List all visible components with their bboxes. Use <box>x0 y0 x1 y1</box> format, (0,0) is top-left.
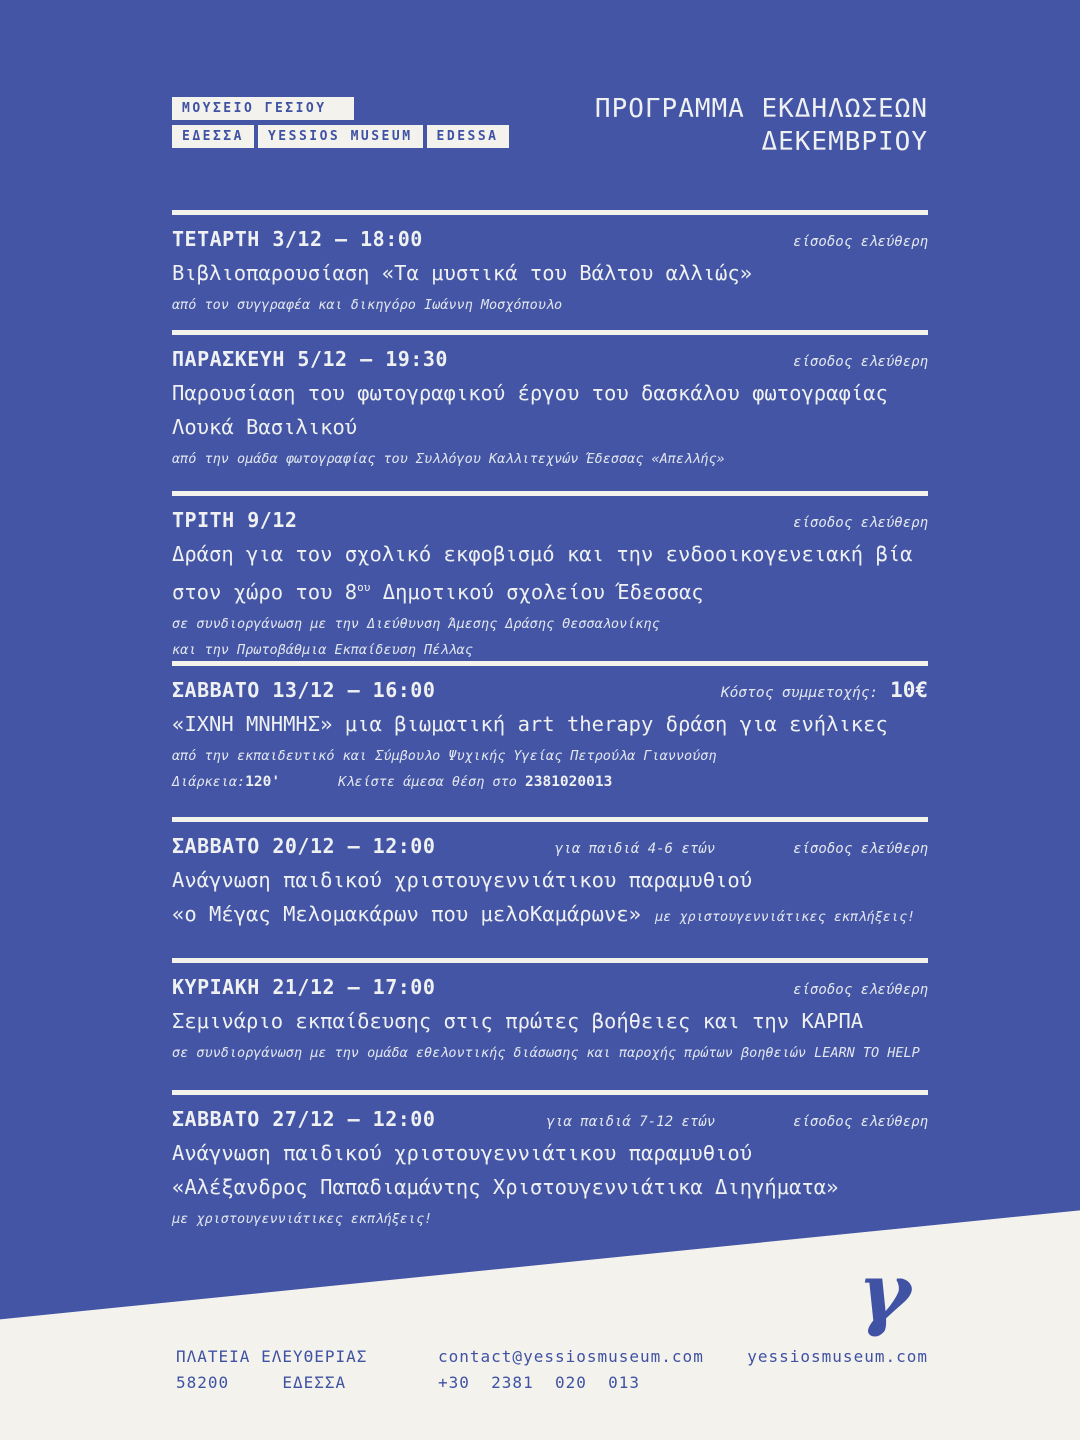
event-date: ΣΑΒΒΑΤΟ 27/12 – 12:00 <box>172 1107 436 1131</box>
event-subtitle: από τον συγγραφέα και δικηγόρο Ιωάννη Μοσχόπουλο <box>172 297 563 313</box>
event-title: Παρουσίαση του φωτογραφικού έργου του δασκάλου φωτογραφίας <box>172 381 888 405</box>
cost-value: 10€ <box>890 678 928 702</box>
brand-box-museum-gr: ΜΟΥΣΕΙΟ ΓΕΣΙΟΥ <box>172 97 354 120</box>
event-subtitle: και την Πρωτοβάθμια Εκπαίδευση Πέλλας <box>172 641 473 658</box>
event-date: ΣΑΒΒΑΤΟ 20/12 – 12:00 <box>172 834 436 858</box>
program-title-line1: ΠΡΟΓΡΑΜΜΑ ΕΚΔΗΛΩΣΕΩΝ <box>594 94 928 124</box>
program-title-line2: ΔΕΚΕΜΒΡΙΟΥ <box>761 127 928 157</box>
event-free-entry-note: είσοδος ελεύθερη <box>793 515 928 531</box>
brand-box-museum-en: YESSIOS MUSEUM <box>258 125 423 148</box>
event-title: «Αλέξανδρος Παπαδιαμάντης Χριστουγεννιάτικα Διηγήματα» <box>172 1175 839 1199</box>
event-subtitle: από την εκπαιδευτικό και Σύμβουλο Ψυχικής Υγείας Πετρούλα Γιαννούση <box>172 748 717 764</box>
event-divider <box>172 1090 928 1095</box>
event-title <box>172 897 928 934</box>
event-free-entry-note: είσοδος ελεύθερη <box>793 234 928 250</box>
event-title: Ανάγνωση παιδικού χριστουγεννιάτικου παραμυθιού <box>172 868 753 892</box>
event-card-2 <box>172 330 928 472</box>
event-free-entry-note: είσοδος ελεύθερη <box>793 1114 928 1130</box>
footer-phone: +30 2381 020 013 <box>438 1373 641 1392</box>
brand-box-city-gr: ΕΔΕΣΣΑ <box>172 125 254 148</box>
event-card-5 <box>172 817 928 934</box>
event-divider <box>172 210 928 215</box>
footer-contact <box>438 1344 704 1396</box>
footer-address-line1: ΠΛΑΤΕΙΑ ΕΛΕΥΘΕΡΙΑΣ <box>176 1347 368 1366</box>
event-card-3 <box>172 491 928 663</box>
event-date: ΠΑΡΑΣΚΕΥΗ 5/12 – 19:30 <box>172 347 448 371</box>
event-title: «ΙΧΝΗ ΜΝΗΜΗΣ» μια βιωματική art therapy δράση για ενήλικες <box>172 712 888 736</box>
event-title-part: Δημοτικού σχολείου Έδεσσας <box>370 579 704 604</box>
event-date: ΚΥΡΙΑΚΗ 21/12 – 17:00 <box>172 975 436 999</box>
footer-website: yessiosmuseum.com <box>747 1347 928 1366</box>
event-subtitle: με χριστουγεννιάτικες εκπλήξεις! <box>172 1211 433 1227</box>
duration-label: Διάρκεια: <box>172 774 246 790</box>
museum-brand-block <box>172 97 509 148</box>
footer-email: contact@yessiosmuseum.com <box>438 1347 704 1366</box>
booking-phone: 2381020013 <box>525 774 613 790</box>
event-card-7 <box>172 1090 928 1232</box>
footer-band <box>0 1208 1080 1440</box>
event-divider <box>172 958 928 963</box>
museum-logo-gamma-icon: γ <box>858 1245 911 1339</box>
event-title <box>172 571 928 609</box>
event-title-part: στον χώρο του 8 <box>172 579 358 604</box>
event-subtitle: σε συνδιοργάνωση με την ομάδα εθελοντικής διάσωσης και παροχής πρώτων βοηθειών LEARN TO HELP <box>172 1045 920 1061</box>
event-title: Σεμινάριο εκπαίδευσης στις πρώτες βοήθειες και την ΚΑΡΠΑ <box>172 1009 864 1033</box>
booking-label: Κλείστε άμεσα θέση στο <box>338 774 526 790</box>
event-title: Ανάγνωση παιδικού χριστουγεννιάτικου παραμυθιού <box>172 1141 753 1165</box>
program-title <box>595 93 928 159</box>
duration-value: 120' <box>245 774 281 790</box>
event-divider <box>172 330 928 335</box>
event-date: ΤΡΙΤΗ 9/12 <box>172 508 298 532</box>
cost-label: Κόστος συμμετοχής: <box>720 685 879 701</box>
footer-address-line2: 58200 ΕΔΕΣΣΑ <box>176 1373 347 1392</box>
event-booking-row <box>172 769 928 795</box>
footer-address <box>176 1344 367 1396</box>
event-free-entry-note: είσοδος ελεύθερη <box>793 982 928 998</box>
event-divider <box>172 817 928 822</box>
event-title: Δράση για τον σχολικό εκφοβισμό και την ενδοοικογενειακή βία <box>172 542 913 566</box>
event-free-entry-note: είσοδος ελεύθερη <box>793 841 928 857</box>
event-divider <box>172 661 928 666</box>
event-age-meta: για παιδιά 7-12 ετών <box>546 1114 716 1130</box>
event-date: ΣΑΒΒΑΤΟ 13/12 – 16:00 <box>172 678 436 702</box>
event-subtitle: σε συνδιοργάνωση με την Διεύθυνση Άμεσης Δράσης Θεσσαλονίκης <box>172 615 660 632</box>
event-title-part: «ο Μέγας Μελομακάρων που μελοΚαμάρωνε» <box>172 902 641 926</box>
event-title: Βιβλιοπαρουσίαση «Τα μυστικά του Βάλτου αλλιώς» <box>172 261 753 285</box>
brand-box-city-en: EDESSA <box>427 125 509 148</box>
ordinal-superscript: ου <box>357 581 371 594</box>
event-inline-note: με χριστουγεννιάτικες εκπλήξεις! <box>655 909 916 925</box>
brand-tag-row <box>172 125 509 148</box>
event-divider <box>172 491 928 496</box>
event-title: Λουκά Βασιλικού <box>172 415 358 439</box>
event-date: ΤΕΤΑΡΤΗ 3/12 – 18:00 <box>172 227 423 251</box>
event-age-meta: για παιδιά 4-6 ετών <box>554 841 716 857</box>
event-card-4 <box>172 661 928 795</box>
event-free-entry-note: είσοδος ελεύθερη <box>793 354 928 370</box>
event-subtitle: από την ομάδα φωτογραφίας του Συλλόγου Καλλιτεχνών Έδεσσας «Απελλής» <box>172 451 725 467</box>
event-card-6 <box>172 958 928 1066</box>
event-card-1 <box>172 210 928 318</box>
